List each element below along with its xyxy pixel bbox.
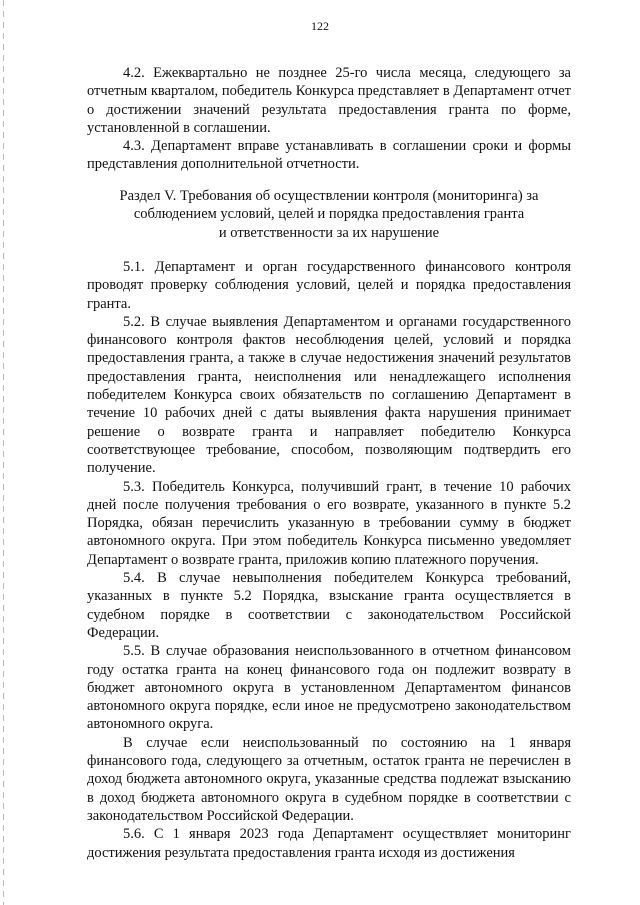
- section-4-continuation: [87, 64, 571, 174]
- paragraph-5-1: 5.1. Департамент и орган государственного финансового контроля проводят проверку соблюдения условий, целей и порядка предоставления гранта.: [87, 259, 571, 312]
- paragraph-5-5: 5.5. В случае образования неиспользованного в отчетном финансовом году остатка гранта на конец финансового года он подлежит возврату в бюджет автономного округа в установленном Департаментом финансов автономного округа порядке, если иное не предусмотрено законодательством автономного округа.: [87, 643, 571, 733]
- paragraph-5-4: 5.4. В случае невыполнения победителем Конкурса требований, указанных в пункте 5.2 Порядка, взыскание гранта осуществляется в судебном порядке в соответствии с законодательством Российской Федерации.: [87, 570, 571, 641]
- section-5-body: [87, 258, 571, 862]
- paragraph-4-3: 4.3. Департамент вправе устанавливать в соглашении сроки и формы представления дополнительной отчетности.: [87, 138, 571, 173]
- page-number: 122: [311, 19, 329, 33]
- section-heading-line-2: соблюдением условий, целей и порядка предоставления гранта: [133, 206, 525, 223]
- section-heading-line-3: и ответственности за их нарушение: [218, 224, 440, 241]
- section-heading: [87, 187, 571, 242]
- paragraph-4-2: 4.2. Ежеквартально не позднее 25-го числа месяца, следующего за отчетным кварталом, победитель Конкурса представляет в Департамент отчет о достижении значений результата предоставления гранта по форме, установленной в соглашении.: [87, 65, 571, 136]
- paragraph-5-6: 5.6. С 1 января 2023 года Департамент осуществляет мониторинг достижения результата предоставления гранта исходя из достижения: [87, 826, 571, 861]
- scan-left-edge: [3, 0, 4, 905]
- paragraph-5-5-continued: В случае если неиспользованный по состоянию на 1 января финансового года, следующего за отчетным, остаток гранта не перечислен в доход бюджета автономного округа, указанные средства подлежат взысканию в доход бюджета автономного округа в судебном порядке в соответствии с законодательством Российской Федерации.: [87, 734, 571, 824]
- section-heading-line-1: Раздел V. Требования об осуществлении контроля (мониторинга) за: [119, 188, 539, 204]
- paragraph-5-2: 5.2. В случае выявления Департаментом и органами государственного финансового контроля фактов несоблюдения целей, условий и порядка предоставления гранта, а также в случае недостижения значений результатов предоставления гранта, неисполнения или ненадлежащего исполнения победителем Конкурса своих обязательств по соглашению Департамент в течение 10 рабочих дней с даты выявления факта нарушения принимает решение о возврате гранта и направляет победителю Конкурса соответствующее требование, способом, позволяющим подтвердить его получение.: [87, 313, 571, 477]
- paragraph-5-3: 5.3. Победитель Конкурса, получивший грант, в течение 10 рабочих дней после получения требования о его возврате, указанного в пункте 5.2 Порядка, обязан перечислить указанную в требовании сумму в бюджет автономного округа. При этом победитель Конкурса письменно уведомляет Департамент о возврате гранта, приложив копию платежного поручения.: [87, 478, 571, 568]
